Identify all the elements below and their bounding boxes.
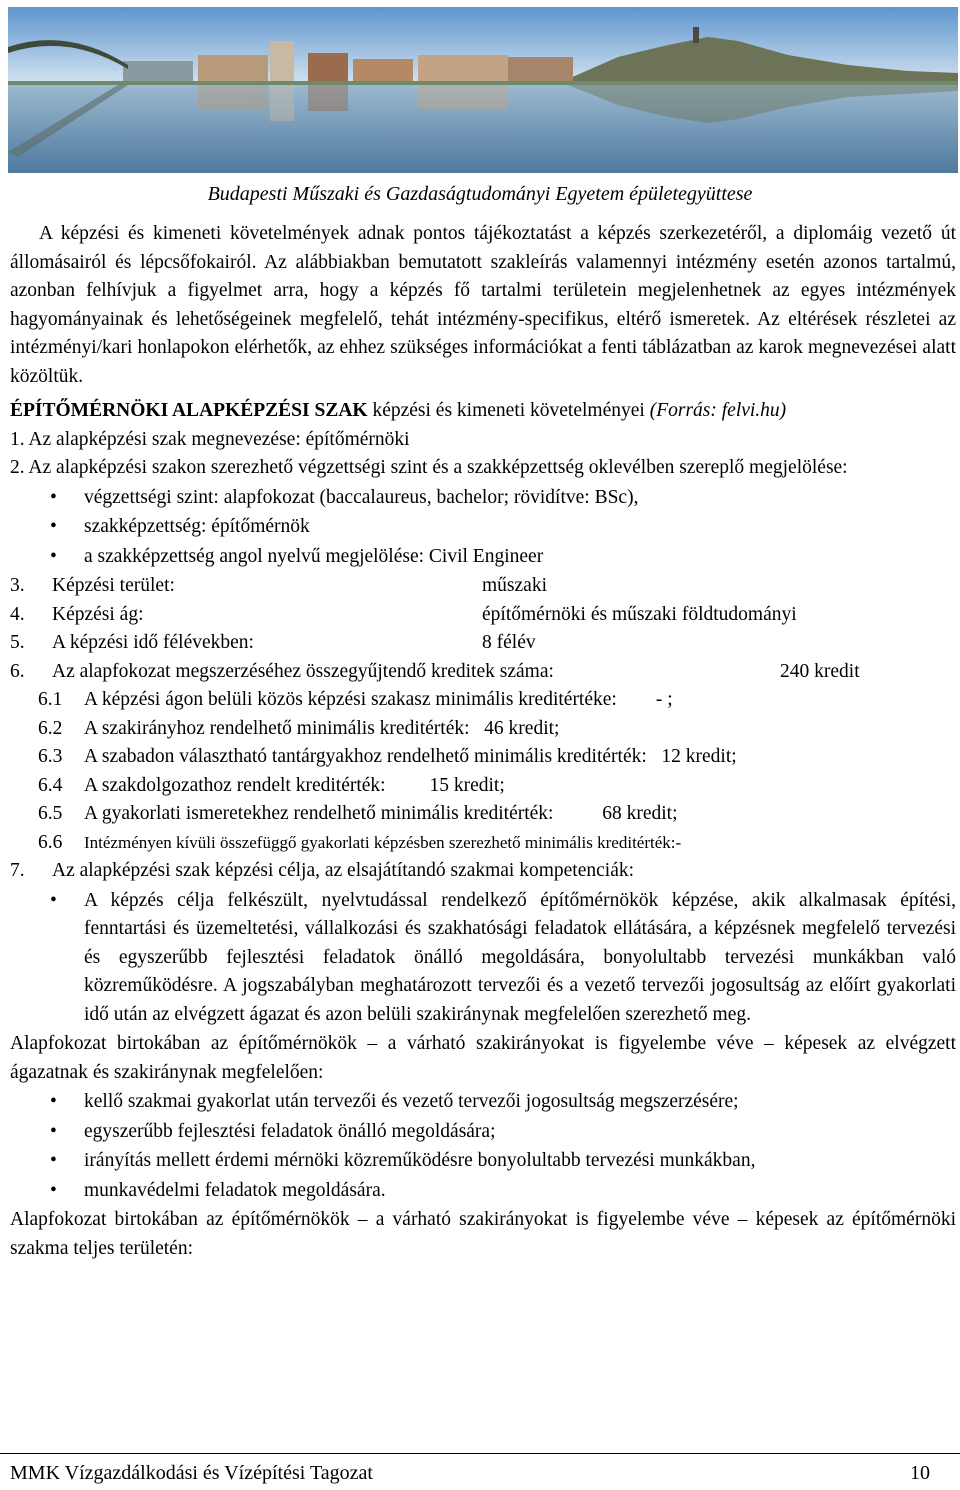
page-footer (10, 1459, 930, 1488)
list-item: • A képzés célja felkészült, nyelvtudással rendelkező építőmérnökök képzése, akik alkalmasak építési, fenntartási és üzemeltetési, vállalkozási és szakhatósági feladatok ellátására, a képzésnek megfelelő tervezési és egyszerűbb fejlesztési feladatok önálló megoldására, bonyolultabb tervezési munkákban való közreműködésre. A jogszabályban meghatározott tervezői és a vezető tervezői jogosultság az előírt gyakorlati idő után az elvégzett ágazat és azon belüli szakiránynak megfelelően szerezhető meg. (10, 887, 956, 1030)
bullet-icon: • (50, 1179, 57, 1201)
paragraph-1-list (10, 1088, 956, 1205)
item-7-list (10, 887, 956, 1030)
list-item: • egyszerűbb fejlesztési feladatok önálló megoldására; (10, 1118, 956, 1147)
item-7: 7. Az alapképzési szak képzési célja, az elsajátítandó szakmai kompetenciák: (10, 857, 956, 886)
item-value: 8 félév (482, 632, 536, 653)
footer-divider (0, 1453, 960, 1454)
item-6-2: 6.2 A szakirányhoz rendelhető minimális kreditérték: 46 kredit; (38, 717, 560, 739)
bullet-icon: • (50, 1150, 57, 1171)
paragraph-1: Alapfokozat birtokában az építőmérnökök – a várható szakirányokat is figyelembe véve – képesek az elvégzett ágazatnak és szakiránynak megfelelően: (10, 1033, 956, 1083)
item-value: 240 kredit (780, 660, 860, 682)
list-item: • végzettségi szint: alapfokozat (baccalaureus, bachelor; rövidítve: BSc), (10, 484, 956, 513)
section-heading (10, 397, 956, 426)
bullet-icon: • (50, 516, 57, 537)
bullet-icon: • (50, 1120, 57, 1142)
list-item: • irányítás mellett érdemi mérnöki közreműködésre bonyolultabb tervezési munkákban, (10, 1147, 956, 1176)
item-6-3: 6.3 A szabadon választható tantárgyakhoz rendelhető minimális kreditérték: 12 kredit; (38, 746, 737, 767)
list-item: • a szakképzettség angol nyelvű megjelölése: Civil Engineer (10, 543, 956, 572)
intro-paragraph: A képzési és kimeneti követelmények adnak pontos tájékoztatást a képzés szerkezetéről, a diplomáig vezető út állomásairól és lépcsőfokairól. Az alábbiakban bemutatott szakleírás valamennyi intézmény esetén azonos tartalmú, azonban felhívjuk a figyelmet arra, hogy a képzés fő tartalmi területein megjelenhetnek az egyes intézmények hagyományainak és lehetőségeinek megfelelő, tehát intézmény-specifikus, eltérő ismeretek. Az eltérések részletei az intézményi/kari honlapokon elérhetők, az ehhez szükséges információkat a fenti táblázatban az karok megnevezései alatt közöltük. (10, 223, 956, 387)
heading-source: (Forrás: felvi.hu) (649, 400, 787, 421)
list-item: • szakképzettség: építőmérnök (10, 513, 956, 542)
campus-photo (8, 7, 958, 173)
bullet-icon: • (50, 486, 57, 508)
item-value: építőmérnöki és műszaki földtudományi (482, 603, 797, 625)
item-label: Az alapfokozat megszerzéséhez összegyűjtendő kreditek száma: (52, 660, 554, 682)
paragraph-2: Alapfokozat birtokában az építőmérnökök – a várható szakirányokat is figyelembe véve – képesek az építőmérnöki szakma teljes területén: (10, 1209, 956, 1259)
bullet-icon: • (50, 1091, 57, 1112)
heading-title: ÉPÍTŐMÉRNÖKI ALAPKÉPZÉSI SZAK (10, 400, 368, 421)
photo-caption: Budapesti Műszaki és Gazdaságtudományi Egyetem épületegyüttese (207, 183, 753, 205)
item-6-4: 6.4 A szakdolgozathoz rendelt kreditérték: 15 kredit; (38, 774, 505, 796)
item-6-5: 6.5 A gyakorlati ismeretekhez rendelhető minimális kreditérték: 68 kredit; (38, 803, 678, 824)
item-5: 5. A képzési idő félévekben: 8 félév (10, 629, 956, 658)
item-3: 3. Képzési terület: műszaki (10, 572, 956, 601)
item-label: A képzési idő félévekben: (52, 632, 254, 653)
page-number: 10 (910, 1462, 930, 1484)
document-body (10, 220, 956, 1263)
heading-subtitle: képzési és kimeneti követelményei (367, 400, 650, 421)
list-item: • kellő szakmai gyakorlat után tervezői és vezető tervezői jogosultság megszerzésére; (10, 1088, 956, 1117)
item-6: 6. Az alapfokozat megszerzéséhez összegyűjtendő kreditek száma: 240 kredit (10, 658, 956, 687)
item-label: Képzési terület: (52, 575, 175, 596)
item-label: Az alapképzési szak képzési célja, az elsajátítandó szakmai kompetenciák: (52, 860, 635, 881)
item-2: 2. Az alapképzési szakon szerezhető végzettségi szint és a szakképzettség oklevélben szereplő megjelölése: (10, 457, 848, 478)
item-1: 1. Az alapképzési szak megnevezése: építőmérnöki (10, 428, 410, 450)
item-6-6: 6.6 Intézményen kívüli összefüggő gyakorlati képzésben szerezhető minimális kreditérték:- (38, 831, 682, 853)
bullet-icon: • (50, 545, 57, 567)
bullet-icon: • (50, 889, 57, 911)
item-2-list (10, 484, 956, 572)
item-value: műszaki (482, 575, 547, 596)
item-4: 4. Képzési ág: építőmérnöki és műszaki földtudományi (10, 601, 956, 630)
item-label: Képzési ág: (52, 603, 144, 625)
list-item: • munkavédelmi feladatok megoldására. (10, 1177, 956, 1206)
item-6-1: 6.1 A képzési ágon belüli közös képzési szakasz minimális kreditértéke: - ; (38, 689, 673, 710)
footer-title: MMK Vízgazdálkodási és Vízépítési Tagozat (10, 1462, 373, 1484)
